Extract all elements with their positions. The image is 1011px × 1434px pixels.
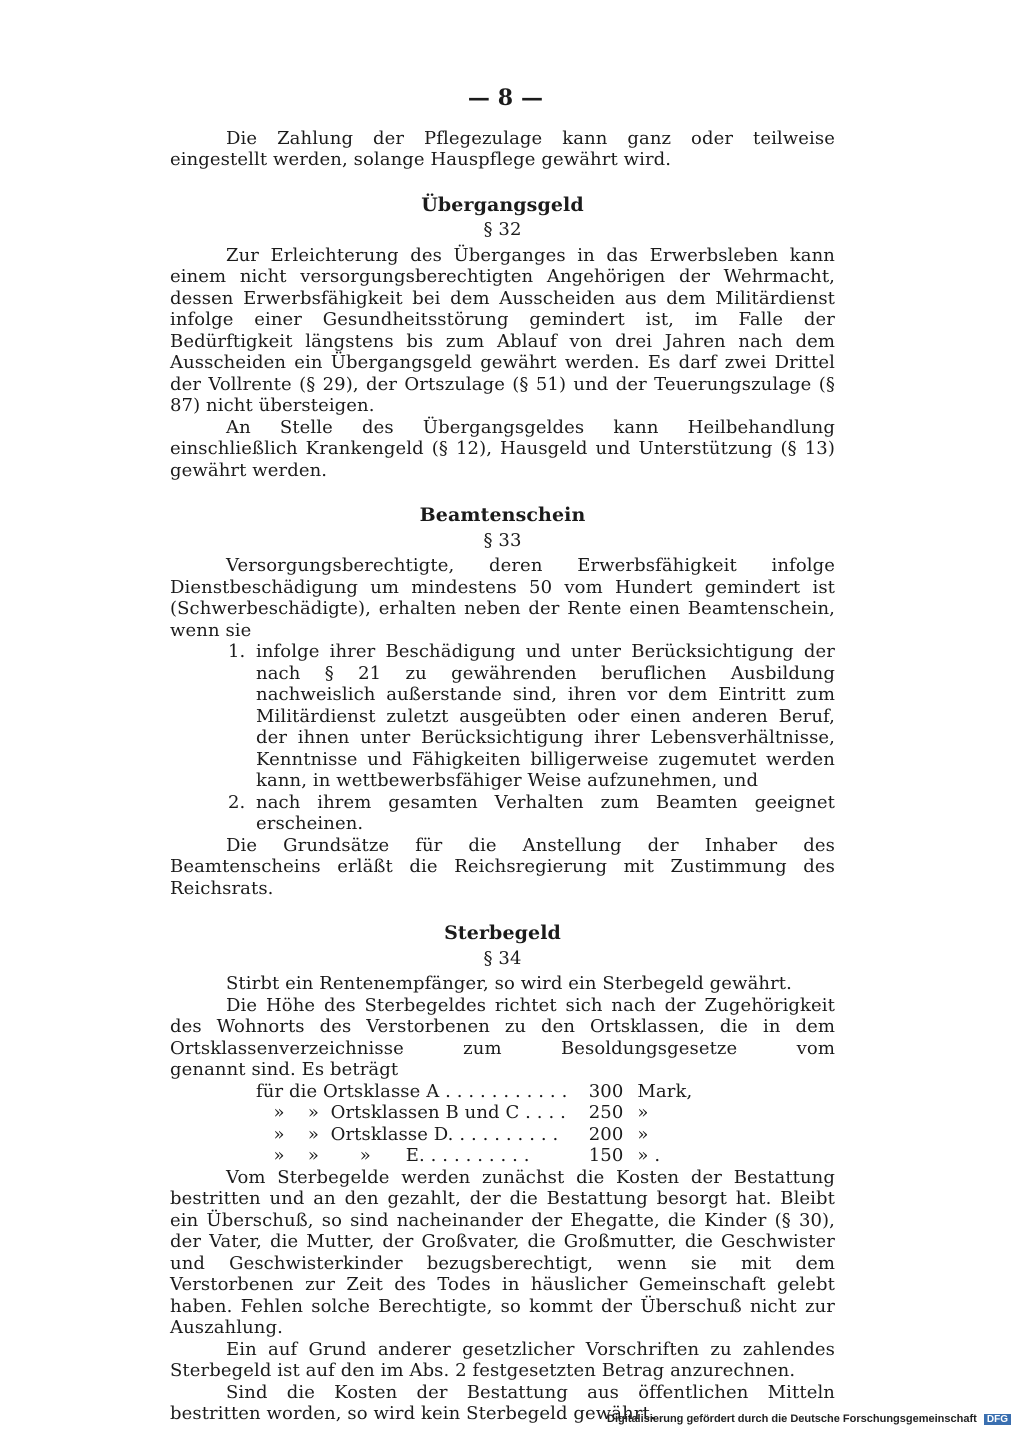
table-row xyxy=(256,1102,692,1124)
table-row xyxy=(256,1145,692,1167)
rate-unit: » xyxy=(637,1102,649,1123)
rate-amount: 250 xyxy=(588,1102,624,1123)
table-row xyxy=(256,1081,692,1103)
list-item-number: 2. xyxy=(228,791,246,813)
paragraph-34-2: Die Höhe des Sterbegeldes richtet sich nach der Zugehörigkeit des Wohnorts des Verstorbenen zu den Ortsklassen, die in dem Ortsklassenverzeichnisse zum Besoldungsgesetze vom genannt sind. Es beträgt xyxy=(170,994,987,1080)
rate-amount: 300 xyxy=(588,1080,624,1102)
table-row xyxy=(256,1124,692,1146)
paragraph-34-5: Sind die Kosten der Bestattung aus öffentlichen Mitteln bestritten worden, so wird kein Sterbegeld gewährt. xyxy=(170,1381,835,1424)
rate-table xyxy=(256,1081,692,1167)
paragraph-34-4: Ein auf Grund anderer gesetzlicher Vorschriften zu zahlendes Sterbegeld ist auf den im Abs. 2 festgesetzten Betrag anzurechnen. xyxy=(170,1338,835,1381)
section-heading-uebergangsgeld: Übergangsgeld xyxy=(421,193,584,216)
condition-list xyxy=(228,641,835,835)
dfg-logo: DFG xyxy=(984,1414,1011,1425)
section-heading-beamtenschein: Beamtenschein xyxy=(419,504,586,526)
paragraph-34-3: Vom Sterbegelde werden zunächst die Kosten der Bestattung bestritten und an den gezahlt, der die Bestattung besorgt hat. Bleibt ein Überschuß, so sind nacheinander der Ehegatte, die Kinder (§ 30), der Vater, die Mutter, der Großvater, die Großmutter, die Geschwister und Geschwisterkinder bezugsberechtigt, wenn sie mit dem Verstorbenen zur Zeit des Todes in häuslicher Gemeinschaft gelebt haben. Fehlen solche Berechtigte, so kommt der Überschuß nicht zur Auszahlung. xyxy=(170,1166,835,1338)
rate-label: für die Ortsklasse A . . . . . . . . . . . xyxy=(256,1080,568,1102)
rate-unit: » xyxy=(637,1123,649,1145)
intro-paragraph: Die Zahlung der Pflegezulage kann ganz oder teilweise eingestellt werden, solange Hauspflege gewährt wird. xyxy=(170,127,835,170)
paragraph-32-1: Zur Erleichterung des Überganges in das Erwerbsleben kann einem nicht versorgungsberechtigten Angehörigen der Wehrmacht, dessen Erwerbsfähigkeit bei dem Ausscheiden aus dem Militärdienst infolge einer Gesundheitsstörung gemindert ist, im Falle der Bedürftigkeit längstens bis zum Ablauf von drei Jahren nach dem Ausscheiden ein Übergangsgeld gewährt werden. Es darf zwei Drittel der Vollrente (§ 29), der Ortszulage (§ 51) und der Teuerungszulage (§ 87) nicht übersteigen. xyxy=(170,244,835,416)
list-item-number: 1. xyxy=(228,641,246,662)
page-number: — 8 — xyxy=(467,85,544,111)
rate-label: » » Ortsklassen B und C . . . . xyxy=(256,1102,566,1123)
rate-amount: 150 xyxy=(588,1145,624,1166)
footer-text: Digitalisierung gefördert durch die Deutsche Forschungsgemeinschaft xyxy=(607,1413,977,1425)
rate-unit: Mark, xyxy=(637,1080,693,1102)
rate-unit: » . xyxy=(637,1145,661,1166)
paragraph-mark-34: § 34 xyxy=(483,947,522,969)
paragraph-mark-33: § 33 xyxy=(483,529,522,551)
paragraph-33-intro: Versorgungsberechtigte, deren Erwerbsfähigkeit infolge Dienstbeschädigung um mindestens 50 vom Hundert gemindert ist (Schwerbeschädigte), erhalten neben der Rente einen Beamtenschein, wenn sie xyxy=(170,555,835,641)
paragraph-34-1: Stirbt ein Rentenempfänger, so wird ein Sterbegeld gewährt. xyxy=(226,973,792,994)
document-page xyxy=(170,85,987,1425)
list-item-text: nach ihrem gesamten Verhalten zum Beamten geeignet erscheinen. xyxy=(256,791,835,834)
list-item-text: infolge ihrer Beschädigung und unter Berücksichtigung der nach § 21 zu gewährenden beruflichen Ausbildung nachweislich außerstande sind, ihren vor dem Eintritt zum Militärdienst zuletzt ausgeübten oder einen anderen Beruf, der ihnen unter Berücksichtigung ihrer Lebensverhältnisse, Kenntnisse und Fähigkeiten billigerweise zugemutet werden kann, in wettbewerbsfähiger Weise aufzunehmen, und xyxy=(256,641,835,791)
list-item xyxy=(228,792,835,835)
paragraph-33-closing: Die Grundsätze für die Anstellung der Inhaber des Beamtenscheins erläßt die Reichsregierung mit Zustimmung des Reichsrats. xyxy=(170,834,835,899)
paragraph-32-2: An Stelle des Übergangsgeldes kann Heilbehandlung einschließlich Krankengeld (§ 12), Hausgeld und Unterstützung (§ 13) gewährt werden. xyxy=(170,416,835,481)
list-item xyxy=(228,641,835,792)
section-heading-sterbegeld: Sterbegeld xyxy=(444,922,561,944)
rate-amount: 200 xyxy=(588,1123,624,1145)
paragraph-mark-32: § 32 xyxy=(483,219,522,240)
rate-label: » » » E. . . . . . . . . . xyxy=(256,1145,530,1166)
rate-label: » » Ortsklasse D. . . . . . . . . . xyxy=(256,1123,559,1145)
footer-credit xyxy=(607,1413,1011,1425)
